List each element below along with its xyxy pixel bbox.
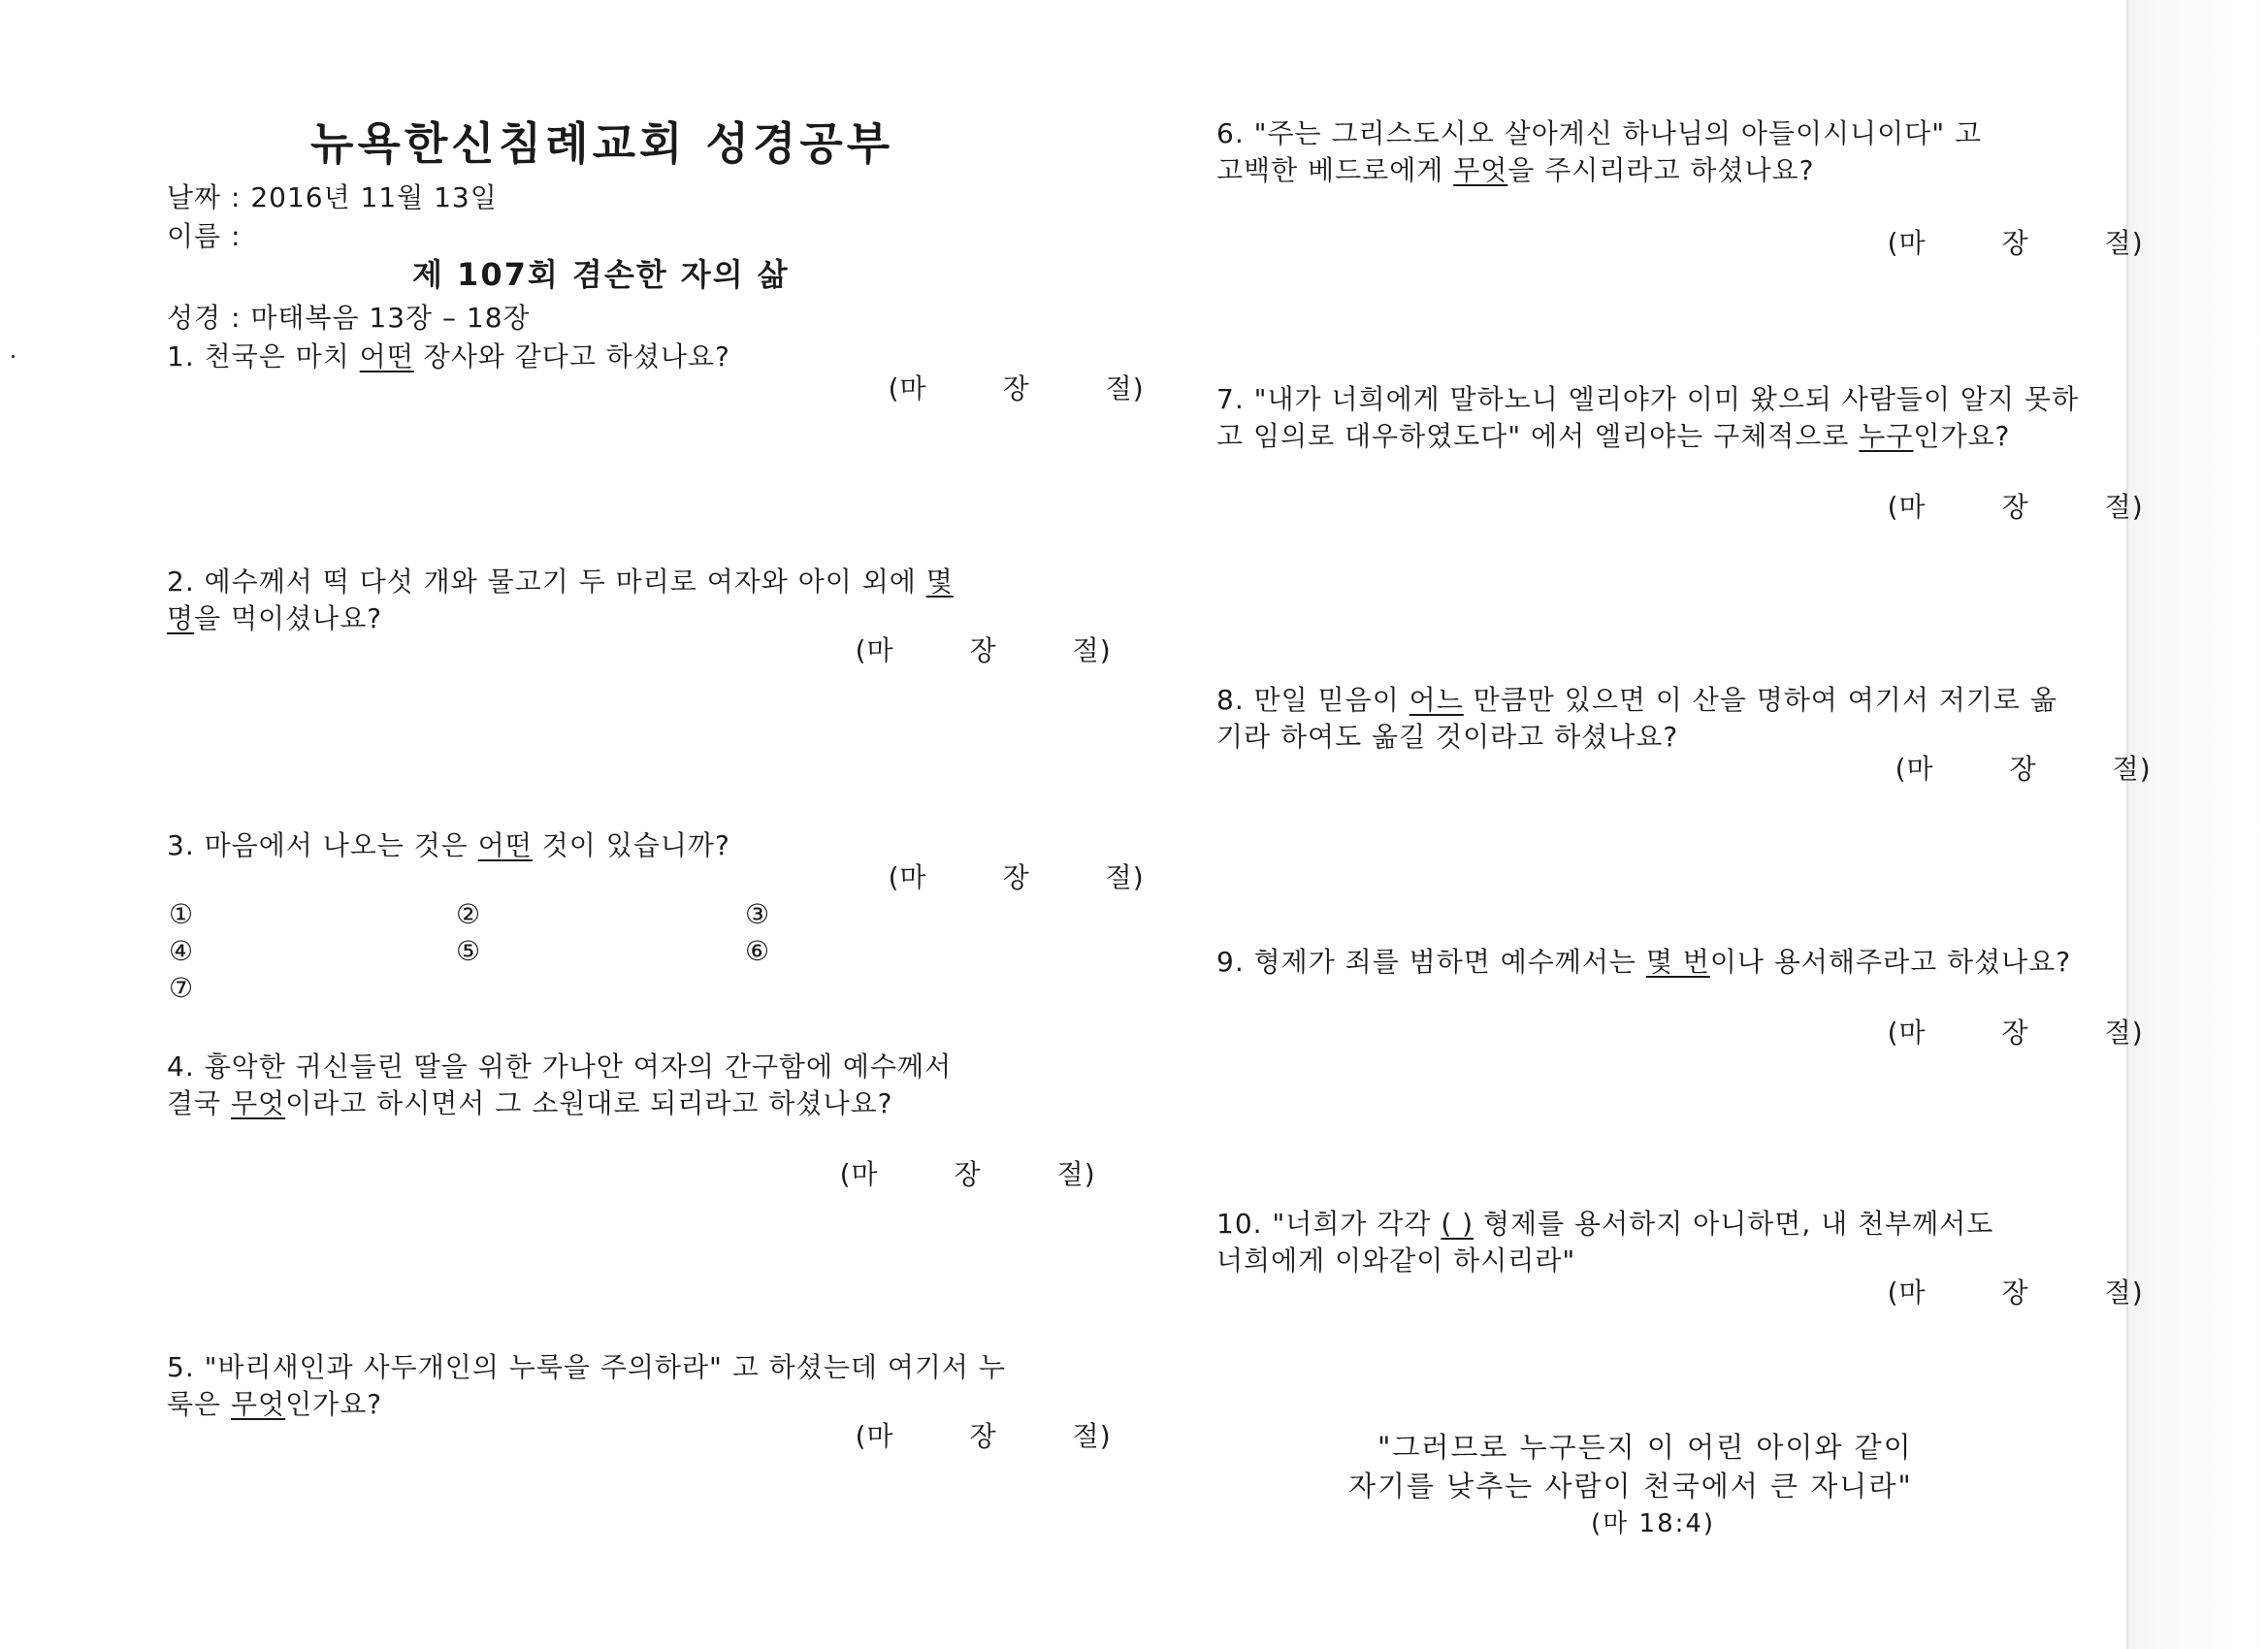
ref-chapter: 장 [2009,753,2037,785]
question-1-keyword: 어떤 [359,340,414,372]
ref-book: (마 [1887,227,1927,259]
question-8-text-b: 만큼만 있으면 이 산을 명하여 여기서 저기로 옮 [1463,684,2057,716]
question-8-line-1 [1216,679,2057,718]
question-6-line-2 [1216,149,1814,188]
reference-2 [817,598,1112,700]
question-4-text-a: 결국 [167,1087,231,1119]
question-5-text-a: 룩은 [167,1388,231,1420]
question-1-text-b: 장사와 같다고 하셨나요? [413,340,730,372]
question-2-text-b: 을 먹이셨나요? [194,602,383,634]
ref-verse: 절) [1105,372,1145,404]
reference-10 [1849,1240,2144,1342]
ref-verse: 절) [1105,861,1145,893]
question-3-text-b: 것이 있습니까? [532,829,730,861]
question-6-line-1: 6. "주는 그리스도시오 살아계신 하나님의 아들이시니이다" 고 [1216,117,1983,149]
question-7-keyword: 누구 [1859,420,1914,452]
question-4-keyword: 무엇 [231,1087,286,1119]
question-10-blank: ( ) [1441,1208,1474,1240]
ref-verse: 절) [2104,1277,2144,1309]
ref-chapter: 장 [969,634,997,666]
ref-chapter: 장 [2001,227,2029,259]
reference-6 [1849,190,2144,293]
answer-mark-4: ④ [169,935,194,967]
question-6-text-a: 고백한 베드로에게 [1216,154,1454,186]
answer-mark-2: ② [456,898,481,930]
reference-9 [1849,980,2144,1083]
question-3-keyword: 어떤 [477,829,533,861]
ref-book: (마 [1895,753,1934,785]
question-10-line-1 [1216,1203,1993,1242]
scan-speck [12,355,15,358]
question-7-text-b: 인가요? [1913,420,2011,452]
question-2-keyword-a: 몇 [925,566,954,598]
question-9-keyword: 몇 번 [1645,946,1710,978]
question-4-line-1: 4. 흉악한 귀신들린 딸을 위한 가나안 여자의 간구함에 예수께서 [167,1051,953,1083]
ref-chapter: 장 [2001,491,2029,523]
ref-chapter: 장 [2001,1277,2029,1309]
ref-book: (마 [1887,1017,1927,1049]
question-10-text-b: 형제를 용서하지 아니하면, 내 천부께서도 [1474,1208,1994,1240]
answer-mark-5: ⑤ [456,935,481,967]
lesson-title: 제 107회 겸손한 자의 삶 [412,256,790,293]
question-6-keyword: 무엇 [1453,154,1508,186]
scripture-line: 성경 : 마태복음 13장 – 18장 [167,302,531,334]
question-8-line-2: 기라 하여도 옮길 것이라고 하셨나요? [1216,721,1679,753]
reference-5 [817,1383,1112,1486]
name-line: 이름 : [167,220,242,252]
ref-book: (마 [1887,1277,1927,1309]
ref-verse: 절) [2104,491,2144,523]
ref-verse: 절) [1056,1158,1096,1190]
question-10-line-2: 너희에게 이와같이 하시리라" [1216,1245,1576,1277]
ref-chapter: 장 [969,1420,997,1452]
question-2-line-1 [167,561,954,599]
question-3 [167,824,730,863]
question-1 [167,336,730,374]
question-5-text-b: 인가요? [285,1388,383,1420]
question-9-text-a: 9. 형제가 죄를 범하면 예수께서는 [1216,946,1646,978]
ref-verse: 절) [1072,1420,1112,1452]
date-line: 날짜 : 2016년 11월 13일 [167,181,498,213]
ref-book: (마 [839,1158,879,1190]
reference-8 [1857,716,2152,819]
answer-mark-7: ⑦ [169,972,194,1004]
ref-chapter: 장 [954,1158,982,1190]
ref-chapter: 장 [1002,372,1030,404]
answer-mark-1: ① [169,898,194,930]
question-5-keyword: 무엇 [231,1388,286,1420]
ref-verse: 절) [2104,1017,2144,1049]
ref-chapter: 장 [2001,1017,2029,1049]
reference-4 [801,1121,1096,1224]
question-9-text-b: 이나 용서해주라고 하셨나요? [1709,946,2072,978]
question-6-text-b: 을 주시리라고 하셨나요? [1507,154,1815,186]
question-7-text-a: 고 임의로 대우하였도다" 에서 엘리야는 구체적으로 [1216,420,1860,452]
question-4-line-2 [167,1083,892,1121]
question-2-keyword-b: 명 [167,602,195,634]
question-10-text-a: 10. "너희가 각각 [1216,1208,1442,1240]
closing-verse-reference: (마 18:4) [1591,1509,1716,1538]
reference-1 [850,336,1145,438]
page-title: 뉴욕한신침례교회 성경공부 [310,117,894,170]
question-8-text-a: 8. 만일 믿음이 [1216,684,1409,716]
question-7-line-2 [1216,415,2010,454]
ref-verse: 절) [2112,753,2152,785]
question-2-line-2 [167,598,382,636]
closing-verse-line-1: "그러므로 누구든지 이 어린 아이와 같이 [1377,1431,1913,1464]
question-8-keyword: 어느 [1409,684,1464,716]
ref-verse: 절) [1072,634,1112,666]
answer-mark-3: ③ [745,898,770,930]
ref-book: (마 [888,372,927,404]
question-7-line-1: 7. "내가 너희에게 말하노니 엘리야가 이미 왔으되 사람들이 알지 못하 [1216,383,2079,415]
ref-chapter: 장 [1002,861,1030,893]
answer-mark-6: ⑥ [745,935,770,967]
scan-edge [2126,0,2268,1649]
ref-book: (마 [888,861,927,893]
reference-3 [850,824,1145,927]
question-5-line-2 [167,1383,382,1422]
question-3-text-a: 3. 마음에서 나오는 것은 [167,829,478,861]
ref-book: (마 [855,1420,894,1452]
closing-verse-line-2: 자기를 낮추는 사람이 천국에서 큰 자니라" [1348,1470,1913,1503]
question-9 [1216,941,2071,980]
reference-7 [1849,454,2144,557]
ref-book: (마 [1887,491,1927,523]
question-5-line-1: 5. "바리새인과 사두개인의 누룩을 주의하라" 고 하셨는데 여기서 누 [167,1351,1006,1383]
ref-book: (마 [855,634,894,666]
question-2-text-a: 2. 예수께서 떡 다섯 개와 물고기 두 마리로 여자와 아이 외에 [167,566,926,598]
question-4-text-b: 이라고 하시면서 그 소원대로 되리라고 하셨나요? [285,1087,893,1119]
question-1-text-a: 1. 천국은 마치 [167,340,360,372]
ref-verse: 절) [2104,227,2144,259]
